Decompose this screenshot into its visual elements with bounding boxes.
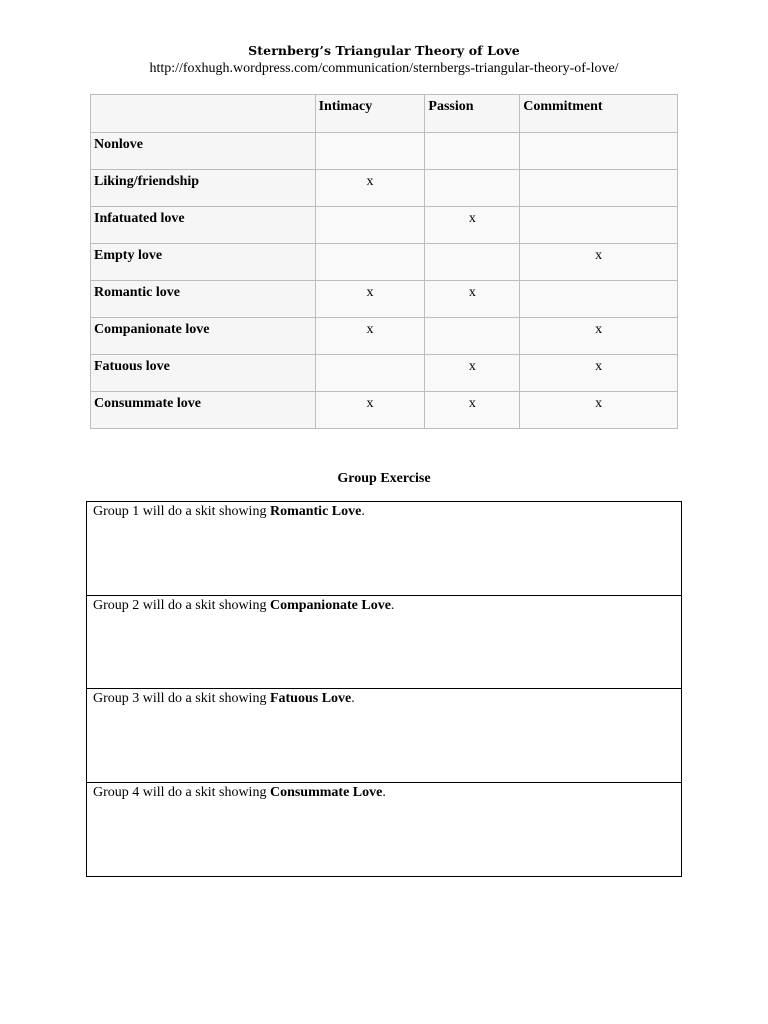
row-label: Liking/friendship [91, 170, 316, 207]
table-row [91, 244, 678, 281]
group-2-suffix: . [390, 597, 395, 613]
table-row [91, 318, 678, 355]
intimacy-cell: x [315, 170, 425, 207]
header-commitment: Commitment [520, 95, 678, 133]
group-4-prefix: Group 4 will do a skit showing [93, 784, 270, 800]
row-label: Nonlove [91, 133, 316, 170]
header-corner [91, 95, 316, 133]
group-exercise-title: Group Exercise [337, 471, 431, 486]
group-2-cell [87, 596, 681, 690]
commitment-cell: x [520, 244, 678, 281]
group-1-suffix: . [361, 504, 365, 519]
row-label: Companionate love [91, 318, 316, 355]
table-row [91, 392, 678, 429]
group-4-love-type: Consummate Love [269, 784, 383, 800]
group-3-prefix: Group 3 will do a skit showing [93, 691, 270, 706]
intimacy-cell [315, 133, 425, 170]
document-title: Sternberg’s Triangular Theory of Love [248, 43, 520, 58]
passion-cell: x [425, 392, 520, 429]
intimacy-cell [315, 244, 425, 281]
table-row [91, 355, 678, 392]
commitment-cell [520, 281, 678, 318]
group-2-prefix: Group 2 will do a skit showing [93, 597, 270, 613]
group-3-suffix: . [351, 691, 355, 706]
group-exercise-box [86, 501, 682, 877]
group-2-love-type: Companionate Love [269, 597, 391, 613]
passion-cell: x [425, 281, 520, 318]
passion-cell: x [425, 207, 520, 244]
passion-cell [425, 170, 520, 207]
passion-cell: x [425, 355, 520, 392]
intimacy-cell [315, 207, 425, 244]
passion-cell [425, 133, 520, 170]
commitment-cell [520, 133, 678, 170]
group-4-suffix: . [382, 784, 386, 800]
intimacy-cell: x [315, 318, 425, 355]
row-label: Consummate love [91, 392, 316, 429]
table-row [91, 207, 678, 244]
row-label: Infatuated love [91, 207, 316, 244]
passion-cell [425, 244, 520, 281]
intimacy-cell: x [315, 281, 425, 318]
group-3-cell [87, 689, 681, 783]
commitment-cell: x [520, 355, 678, 392]
group-1-cell [87, 502, 681, 596]
commitment-cell: x [520, 392, 678, 429]
group-1-love-type: Romantic Love [269, 504, 362, 519]
table-row [91, 170, 678, 207]
table-row [91, 281, 678, 318]
row-label: Romantic love [91, 281, 316, 318]
table-header-row [91, 95, 678, 133]
header-intimacy: Intimacy [315, 95, 425, 133]
commitment-cell [520, 170, 678, 207]
group-1-prefix: Group 1 will do a skit showing [93, 504, 270, 519]
source-url: http://foxhugh.wordpress.com/communication/sternbergs-triangular-theory-of-love/ [149, 61, 619, 76]
intimacy-cell [315, 355, 425, 392]
header-passion: Passion [425, 95, 520, 133]
commitment-cell: x [520, 318, 678, 355]
row-label: Fatuous love [91, 355, 316, 392]
intimacy-cell: x [315, 392, 425, 429]
commitment-cell [520, 207, 678, 244]
row-label: Empty love [91, 244, 316, 281]
table-row [91, 133, 678, 170]
love-types-table [90, 94, 678, 429]
group-3-love-type: Fatuous Love [269, 691, 352, 706]
group-4-cell [87, 783, 681, 877]
passion-cell [425, 318, 520, 355]
